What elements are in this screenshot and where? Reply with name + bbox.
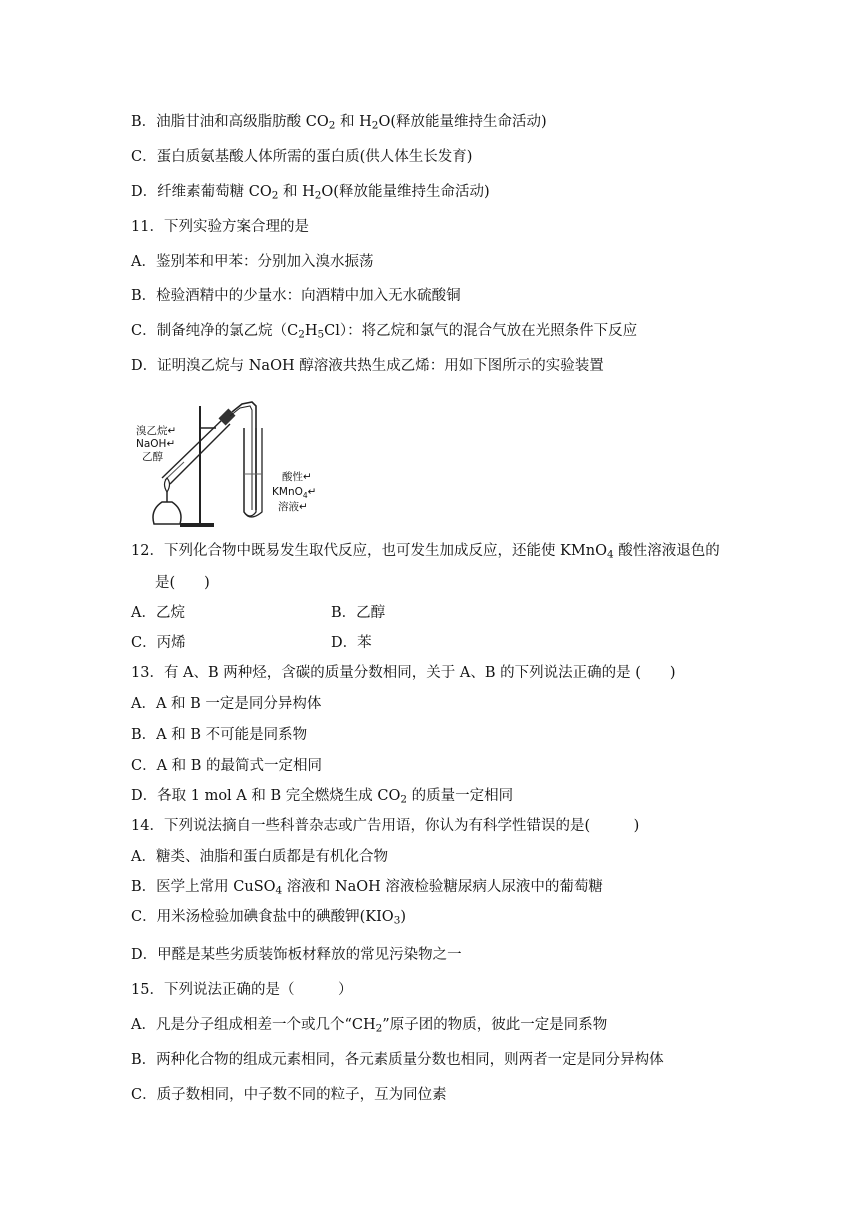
line-b14: B．医学上常用 CuSO$_4$ 溶液和 NaOH 溶液检验糖尿病人尿液中的葡萄糖 (131, 879, 603, 897)
line-c15: C．质子数相同，中子数不同的粒子，互为同位素 (131, 1087, 447, 1103)
line-b15: B．两种化合物的组成元素相同，各元素质量分数也相同，则两者一定是同分异构体 (131, 1052, 664, 1068)
test-tube (244, 428, 256, 516)
question-15: 15．下列说法正确的是（ ） (131, 982, 353, 998)
line-a12: A．乙烷 (131, 605, 185, 621)
line-a11: A．鉴别苯和甲苯：分别加入溴水振荡 (131, 254, 374, 270)
label-solution: 溶液↵ (278, 501, 308, 513)
line-a13: A．A 和 B 一定是同分异构体 (131, 696, 322, 712)
line-c10: C．蛋白质氨基酸人体所需的蛋白质(供人体生长发育) (131, 149, 473, 165)
line-b13: B．A 和 B 不可能是同系物 (131, 727, 308, 743)
line-d10: D．纤维素葡萄糖 $CO_2$ 和 $H_2O$(释放能量维持生命活动) (131, 184, 490, 202)
liquid-line (165, 462, 184, 480)
test-tube-right (244, 428, 262, 517)
label-naoh: NaOH↵ (136, 438, 176, 450)
label-ethanol: 乙醇 (142, 451, 163, 463)
line-d12: D．苯 (331, 635, 372, 651)
line-c11: C．制备纯净的氯乙烷$(C_2H_5Cl)$：将乙烷和氯气的混合气放在光照条件下反应 (131, 323, 638, 341)
line-d11: D．证明溴乙烷与 NaOH 醇溶液共热生成乙烯：用如下图所示的实验装置 (131, 358, 604, 374)
delivery-tube-inner (230, 406, 252, 510)
line-c14: C．用米汤检验加碘食盐中的碘酸钾$(KIO_3)$ (131, 909, 407, 927)
line-c13: C．A 和 B 的最简式一定相同 (131, 758, 323, 774)
lamp-flame (165, 478, 170, 492)
label-acidic: 酸性↵ (282, 471, 312, 483)
line-b11: B．检验酒精中的少量水：向酒精中加入无水硫酸铜 (131, 288, 461, 304)
line-d14: D．甲醛是某些劣质装饰板材释放的常见污染物之一 (131, 947, 462, 963)
line-c12: C．丙烯 (131, 635, 186, 651)
question-14: 14．下列说法摘自一些科普杂志或广告用语，你认为有科学性错误的是( ) (131, 818, 640, 834)
alcohol-lamp (153, 502, 181, 524)
stand-base (180, 523, 214, 527)
question-12-line2: 是( ) (155, 575, 210, 591)
question-11: 11．下列实验方案合理的是 (131, 219, 309, 235)
apparatus-figure (132, 400, 332, 532)
line-a14: A．糖类、油脂和蛋白质都是有机化合物 (131, 849, 388, 865)
question-13: 13．有 A、B 两种烃，含碳的质量分数相同，关于 A、B 的下列说法正确的是 ( ) (131, 665, 676, 681)
question-12-line1: 12．下列化合物中既易发生取代反应，也可发生加成反应，还能使 KMnO$_4$ 酸性溶液退色的 (131, 543, 720, 561)
line-b12: B．乙醇 (331, 605, 386, 621)
label-bromoethane: 溴乙烷↵ (136, 425, 177, 437)
line-d13: D．各取 1 mol A 和 B 完全燃烧生成 $CO_2$ 的质量一定相同 (131, 788, 514, 806)
line-a15: A．凡是分子组成相差一个或几个“$CH_2$”原子团的物质，彼此一定是同系物 (131, 1017, 608, 1035)
label-kmno4: KMnO$_4$↵ (272, 486, 317, 500)
line-b10: B．油脂甘油和高级脂肪酸 $CO_2$ 和 $H_2O$(释放能量维持生命活动) (131, 114, 547, 132)
